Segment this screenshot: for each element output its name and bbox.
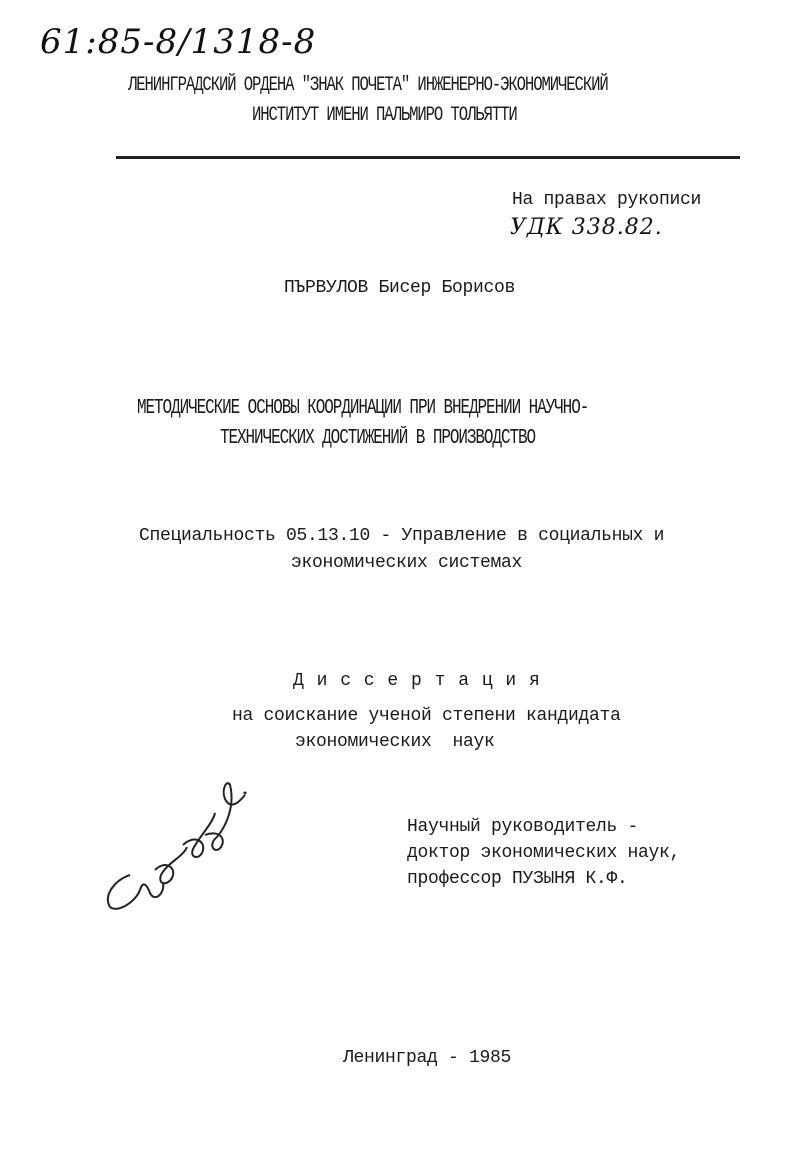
udk-handwritten: УДК 338.82. bbox=[510, 215, 663, 240]
city-year: Ленинград - 1985 bbox=[343, 1048, 512, 1068]
institution-line-1: ЛЕНИНГРАДСКИЙ ОРДЕНА "ЗНАК ПОЧЕТА" ИНЖЕНЕРНО-ЭКОНОМИЧЕСКИЙ bbox=[128, 74, 608, 97]
degree-line-1: на соискание ученой степени кандидата bbox=[232, 706, 621, 726]
specialty-line-1: Специальность 05.13.10 - Управление в социальных и bbox=[139, 526, 665, 546]
degree-line-2: экономических наук bbox=[295, 732, 495, 752]
advisor-line-1: Научный руководитель - bbox=[407, 817, 639, 837]
header-divider bbox=[116, 156, 740, 159]
signature bbox=[95, 775, 265, 915]
dissertation-heading: Д и с с е р т а ц и я bbox=[293, 671, 541, 691]
institution-line-2: ИНСТИТУТ ИМЕНИ ПАЛЬМИРО ТОЛЬЯТТИ bbox=[252, 104, 517, 127]
specialty-line-2: экономических системах bbox=[291, 553, 523, 573]
advisor-line-3: профессор ПУЗЫНЯ К.Ф. bbox=[407, 869, 628, 889]
title-line-2: ТЕХНИЧЕСКИХ ДОСТИЖЕНИЙ В ПРОИЗВОДСТВО bbox=[220, 427, 536, 450]
title-line-1: МЕТОДИЧЕСКИЕ ОСНОВЫ КООРДИНАЦИИ ПРИ ВНЕДРЕНИИ НАУЧНО- bbox=[137, 397, 589, 420]
author-name: ПЪРВУЛОВ Бисер Борисов bbox=[284, 278, 516, 298]
archive-number-handwritten: 61:85-8/1318-8 bbox=[40, 22, 317, 62]
advisor-line-2: доктор экономических наук, bbox=[407, 843, 681, 863]
rights-note: На правах рукописи bbox=[512, 190, 702, 210]
